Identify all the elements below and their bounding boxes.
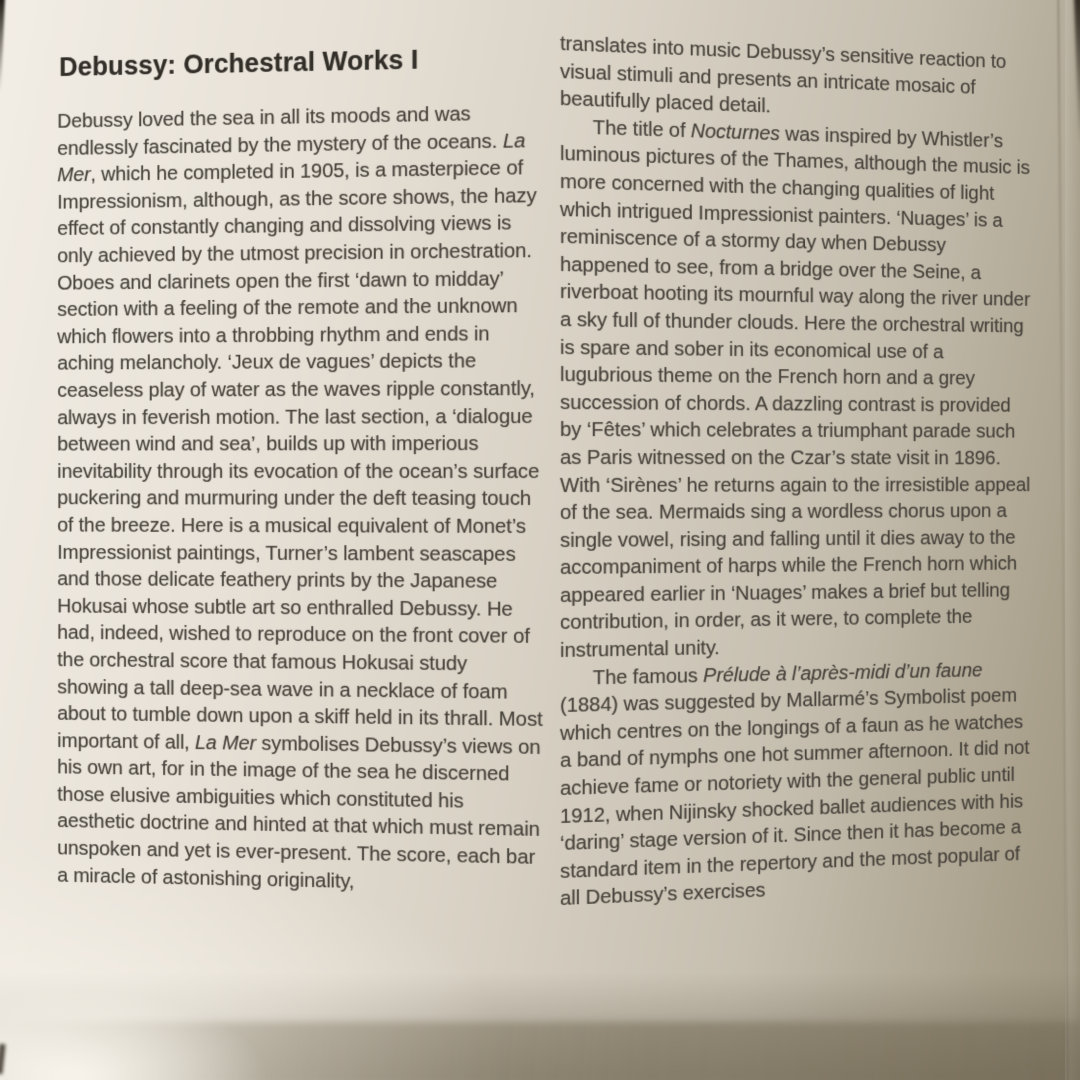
bottom-left-highlight	[0, 988, 270, 1080]
paragraph	[560, 656, 1031, 913]
italic-text: La Mer	[57, 128, 526, 187]
body-text: Debussy loved the sea in all its moods and was endlessly fascinated by the mystery of the oceans.	[57, 102, 503, 160]
italic-text: Prélude à l’après-midi d’un faune	[703, 658, 983, 687]
top-left-page-edge	[0, 0, 5, 92]
body-text: The title of	[592, 115, 691, 142]
body-text: (1884) was suggested by Mallarmé’s Symbolist poem which centres on the longings of a faun as he watches a band of nymphs one hot summer afternoon. It did not achieve fame or notoriety with the general public until 1912, when Nijinsky shocked ballet audiences with his ‘daring’ stage version of it. Since then it has become a standard item in the repertory and the most popular of all Debussy’s exercises	[560, 684, 1030, 911]
page-title: Debussy: Orchestral Works I	[59, 44, 419, 82]
body-text: The famous	[592, 663, 704, 689]
body-text: translates into music Debussy’s sensitive reaction to visual stimuli and presents an intricate mosaic of beautifully placed detail.	[560, 32, 1007, 118]
paragraph	[560, 30, 1031, 129]
left-column-text	[57, 99, 546, 899]
italic-text: La Mer	[194, 730, 257, 755]
body-text: , which he completed in 1905, is a masterpiece of Impressionism, although, as the score shows, the hazy effect of constantly changing and dissolving views is only achieved by the utmost precision in orchestration. Oboes and clarinets open the first ‘dawn to midday’ section with a feeling of the remote and the unknown which flowers into a throbbing rhythm and ends in aching melancholy. ‘Jeux de vagues’ depicts the ceaseless play of water as the waves ripple constantly, always in feverish motion. The last section, a ‘dialogue between wind and sea’, builds up with imperious inevitability through its evocation of the ocean’s surface puckering and murmuring under the deft teasing touch of the breeze. Here is a musical equivalent of Monet’s Impressionist paintings, Turner’s lambent seascapes and those delicate feathery prints by the Japanese Hokusai whose subtle art so enthralled Debussy. He had, indeed, wished to reproduce on the front cover of the orchestral score that famous Hokusai study showing a tall deep-sea wave in a necklace of foam about to tumble down upon a skiff held in its thrall. Most important of all,	[57, 156, 543, 754]
italic-text: Nocturnes	[690, 119, 780, 145]
right-column-text	[560, 30, 1031, 913]
paragraph	[560, 113, 1031, 665]
paragraph	[57, 99, 546, 899]
body-text: symbolises Debussy’s views on his own art, for in the image of the sea he discerned those elusive ambiguities which constituted his aesthetic doctrine and hinted at that which must remain unspoken and yet is ever-present. The score, each bar a miracle of astonishing originality,	[57, 731, 541, 893]
body-text: was inspired by Whistler’s luminous pictures of the Thames, although the music is more concerned with the changing qualities of light which intrigued Impressionist painters. ‘Nuages’ is a reminiscence of a stormy day when Debussy happened to see, from a bridge over the Seine, a riverboat hooting its mournful way along the river under a sky full of thunder clouds. Here the orchestral writing is spare and sober in its economical use of a lugubrious theme on the French horn and a grey succession of chords. A dazzling contrast is provided by ‘Fêtes’ which celebrates a triumphant parade such as Paris witnessed on the Czar’s state visit in 1896. With ‘Sirènes’ he returns again to the irresistible appeal of the sea. Mermaids sing a wordless chorus upon a single vowel, rising and falling until it dies away to the accompaniment of harps while the French horn which appeared earlier in ‘Nuages’ makes a brief but telling contribution, in order, as it were, to complete the instrumental unity.	[560, 122, 1031, 663]
left-column	[57, 42, 546, 899]
right-column	[560, 30, 1031, 913]
